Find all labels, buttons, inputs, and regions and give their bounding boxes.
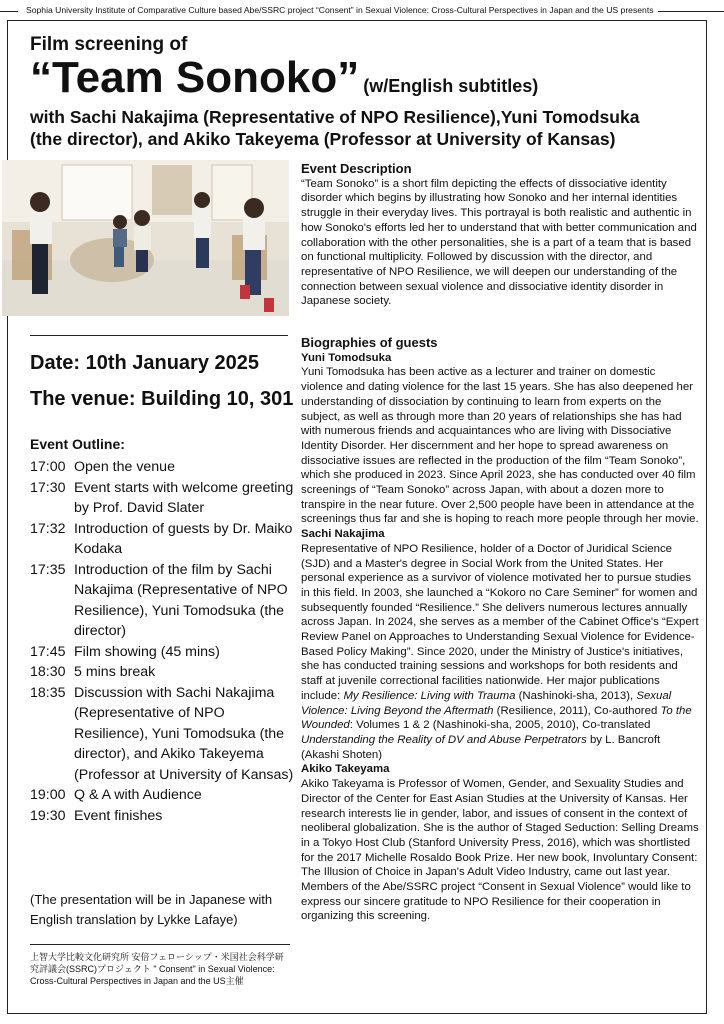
bio-name-akiko: Akiko Takeyama (301, 763, 390, 776)
bio-body-yuni: Yuni Tomodsuka has been active as a lecturer and trainer on domestic violence and dating violence for the last 15 years. She has also deepened her understanding of dissociation by continuing to learn from experts on the subject, as well as through more than 20 years of relationships she has had with numerous friends and acquaintances who are living with Dissociative Identity Disorder. Her discernment and her hope to spread awareness on dissociative issues are reflected in the production of the film “Team Sonoko”, which she produced in 2023. Since April 2023, she has conducted over 40 film screenings of “Team Sonoko” across Japan, with about a dozen more to transpire in the near future. Over 2,500 people have been in attendance at the screenings thus far and she is hoping to reach more people through her movie. (301, 366, 699, 526)
japanese-credit: 上智大学比較文化研究所 安倍フェローシップ・米国社会科学研究評議会(SSRC)プロジェクト " Consent" in Sexual Violence: Cross-Cultural Perspectives in Japan and the US主催 (30, 944, 290, 987)
schedule-time: 17:00 (30, 459, 66, 475)
bio-text: (Nashinoki-sha, 2013), (515, 689, 637, 702)
translation-note: (The presentation will be in Japanese with English translation by Lykke Lafaye) (30, 892, 273, 927)
schedule-item (30, 457, 295, 478)
schedule-item (30, 662, 295, 683)
schedule-time: 17:35 (30, 561, 66, 578)
description-section (301, 162, 699, 309)
schedule-desc: Event finishes (74, 807, 163, 824)
schedule-desc: Introduction of guests by Dr. Maiko Kodaka (74, 520, 293, 557)
guests-line: with Sachi Nakajima (Representative of NPO Resilience),Yuni Tomodsuka (the director), and Akiko Takeyema (Professor at University of Kansas) (30, 107, 640, 149)
sponsor-line: Sophia University Institute of Comparative Culture based Abe/SSRC project “Consent” in Sexual Violence: Cross-Cultural Perspectives in Japan and the US presents (18, 4, 658, 16)
schedule-item (30, 785, 295, 806)
kicker: Film screening of (30, 34, 188, 55)
schedule-time: 17:32 (30, 520, 66, 537)
schedule-desc: Open the venue (74, 459, 175, 475)
schedule-desc: Film showing (45 mins) (74, 643, 220, 660)
schedule-time: 18:35 (30, 684, 66, 701)
schedule-time: 17:45 (30, 643, 66, 660)
schedule-item (30, 560, 295, 642)
divider (30, 335, 288, 336)
outline-title: Event Outline: (30, 436, 125, 452)
schedule-time: 18:30 (30, 664, 66, 680)
description-heading: Event Description (301, 161, 412, 176)
subtitle-note: (w/English subtitles) (363, 76, 539, 96)
schedule-desc: Q & A with Audience (74, 787, 202, 803)
thanks-note: Members of the Abe/SSRC project “Consent in Sexual Violence” would like to express our sincere gratitude to NPO Resilience for their cooperation in organizing this screening. (301, 881, 691, 923)
film-title (30, 52, 538, 112)
event-date: Date: 10th January 2025 (30, 352, 260, 374)
bio-body-sachi (301, 542, 699, 763)
schedule-time: 19:00 (30, 787, 66, 803)
schedule-item (30, 519, 295, 560)
bio-text: Representative of NPO Resilience, holder of a Doctor of Juridical Science (SJD) and a Master's degree in Social Work from the United States. Her personal experience as a survivor of violence motivated her to pursue studies in this field. In 2003, she launched a “Kokoro no Care Seminer” for women and subsequently founded “Resilience.” She delivers numerous lectures annually across Japan. In 2024, she serves as a member of the Cabinet Office's “Expert Review Panel on Approaches to Understanding Sexual Violence for Evidence-Based Policy Making”. Since 2020, under the Ministry of Justice's initiatives, she has conducted training sessions and workshops for both residents and staff at juvenile correctional facilities nationwide. Her major publications include: (301, 542, 699, 702)
film-title-text: “Team Sonoko” (30, 53, 360, 102)
schedule-item (30, 683, 295, 786)
bio-text: by L. Bancroft (Akashi Shoten) (301, 733, 661, 761)
publication-title: Sexual Violence: Living Beyond the Aftermath (301, 689, 672, 717)
publication-title: Understanding the Reality of DV and Abuse Perpetrators (301, 733, 587, 746)
bio-name-yuni: Yuni Tomodsuka (301, 351, 392, 364)
bios-heading: Biographies of guests (301, 335, 438, 350)
schedule-desc: Discussion with Sachi Nakajima (Representative of NPO Resilience), Yuni Tomodsuka (the director), and Akiko Takeyema (Professor at University of Kansas) (74, 684, 294, 783)
schedule-time: 19:30 (30, 807, 66, 824)
description-body: “Team Sonoko” is a short film depicting the effects of dissociative identity disorder which begins by illustrating how Sonoko and her internal identities struggle in their everyday lives. This portrayal is both realistic and authentic in how Sonoko's efforts led her to understand that with better communication and collaboration with the other personalities, she is a part of a team that is based on functional multiplicity. Followed by discussion with the director, and representative of NPO Resilience, we will deepen our understanding of the connection between sexual violence and dissociative identity disorder in Japanese society. (301, 177, 697, 308)
bio-name-sachi: Sachi Nakajima (301, 528, 385, 541)
event-venue: The venue: Building 10, 301 (30, 388, 294, 410)
cast-photo (2, 160, 289, 316)
schedule-time: 17:30 (30, 479, 66, 496)
cast-photo-illustration (2, 160, 289, 316)
publication-title: To the Wounded (301, 704, 692, 732)
schedule-item (30, 642, 295, 663)
bio-text: : Volumes 1 & 2 (Nashinoki-sha, 2005, 2010), Co-translated (349, 719, 651, 732)
publication-title: My Resilience: Living with Trauma (343, 689, 516, 702)
schedule-desc: Event starts with welcome greeting by Prof. David Slater (74, 479, 294, 516)
bio-text: (Resilience, 2011), Co-authored (493, 704, 661, 717)
bio-body-akiko: Akiko Takeyama is Professor of Women, Gender, and Sexuality Studies and Director of the Center for East Asian Studies at the University of Kansas. Her research interests lie in gender, labor, and issues of consent in the context of neoliberal globalization. She is the author of Staged Seduction: Selling Dreams in a Tokyo Host Club (Stanford University Press, 2016), which was shortlisted for the 2017 Michelle Rosaldo Book Prize. Her new book, Involuntary Consent: The Illusion of Choice in Japan's Adult Video Industry, came out last year. (301, 778, 699, 879)
schedule-item (30, 806, 295, 827)
schedule-desc: 5 mins break (74, 664, 156, 680)
bios-section (301, 336, 699, 924)
schedule-list (30, 457, 295, 826)
schedule-desc: Introduction of the film by Sachi Nakajima (Representative of NPO Resilience), Yuni Tomodsuka (the director) (74, 561, 288, 639)
schedule-item (30, 478, 295, 519)
